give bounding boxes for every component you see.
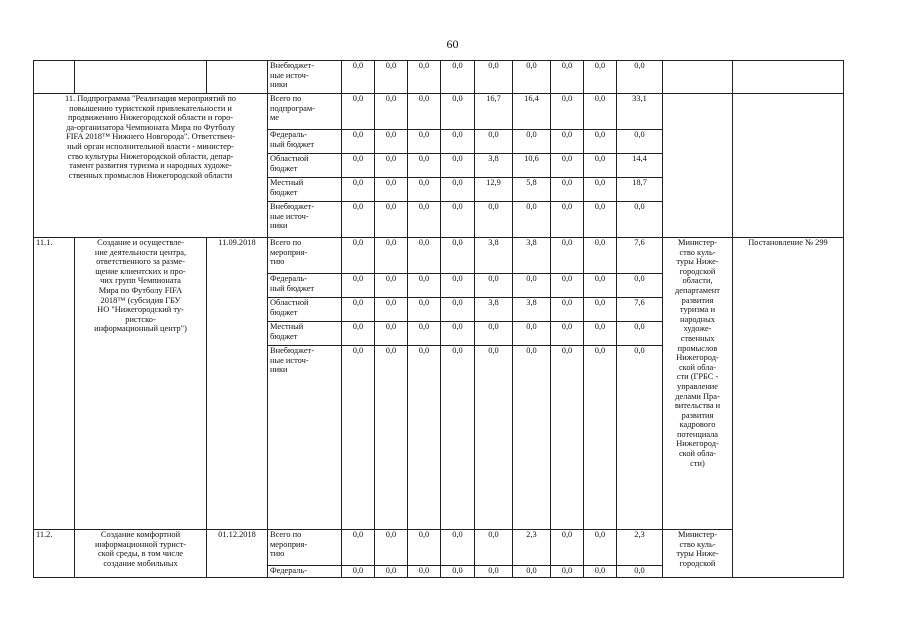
value-cell: 0,0 xyxy=(475,322,513,346)
funding-source: Федераль- ный бюджет xyxy=(268,274,342,298)
value-cell: 0,0 xyxy=(342,130,375,154)
empty-cell xyxy=(34,61,75,94)
value-cell: 0,0 xyxy=(342,238,375,274)
value-cell: 0,0 xyxy=(441,322,475,346)
value-cell: 0,0 xyxy=(375,130,408,154)
value-cell: 0,0 xyxy=(441,274,475,298)
value-cell: 0,0 xyxy=(617,346,663,530)
value-cell: 0,0 xyxy=(441,130,475,154)
item-executor: Министер- ство куль- туры Ниже- городской xyxy=(663,530,733,578)
value-cell: 7,6 xyxy=(617,298,663,322)
value-cell: 0,0 xyxy=(513,61,551,94)
value-cell: 0,0 xyxy=(375,298,408,322)
subprogram-title: 11. Подпрограмма "Реализация мероприятий по повышению туристской привлекательности и продвижению Нижегородской области и горо- да-организатора Чемпионата Мира по Футболу FIFA 2018™ Нижнего Новгорода". Ответствен- ный орган исполнительной власти - министер- ство культуры Нижегородской области, депар- тамент развития туризма и народных художе- ственных промыслов Нижегородской области xyxy=(34,94,268,238)
value-cell: 0,0 xyxy=(441,346,475,530)
value-cell: 0,0 xyxy=(441,94,475,130)
item-name: Создание комфортной информационной турист- ской среды, в том числе создание мобильных xyxy=(75,530,207,578)
value-cell: 0,0 xyxy=(551,566,584,578)
value-cell: 12,9 xyxy=(475,178,513,202)
value-cell: 0,0 xyxy=(475,566,513,578)
value-cell: 0,0 xyxy=(408,61,441,94)
value-cell: 0,0 xyxy=(475,202,513,238)
value-cell: 0,0 xyxy=(408,238,441,274)
page-number: 60 xyxy=(446,37,459,51)
value-cell: 0,0 xyxy=(375,154,408,178)
value-cell: 0,0 xyxy=(408,154,441,178)
value-cell: 0,0 xyxy=(375,530,408,566)
value-cell: 0,0 xyxy=(475,274,513,298)
value-cell: 0,0 xyxy=(617,202,663,238)
value-cell: 0,0 xyxy=(551,322,584,346)
value-cell: 0,0 xyxy=(441,202,475,238)
value-cell: 0,0 xyxy=(584,178,617,202)
funding-source: Областной бюджет xyxy=(268,154,342,178)
empty-cell xyxy=(663,94,733,238)
value-cell: 0,0 xyxy=(408,298,441,322)
value-cell: 0,0 xyxy=(475,61,513,94)
empty-cell xyxy=(733,61,844,94)
value-cell: 2,3 xyxy=(617,530,663,566)
value-cell: 0,0 xyxy=(375,322,408,346)
funding-source: Местный бюджет xyxy=(268,178,342,202)
value-cell: 0,0 xyxy=(617,274,663,298)
value-cell: 0,0 xyxy=(584,61,617,94)
funding-source: Внебюджет- ные источ- ники xyxy=(268,61,342,94)
empty-cell xyxy=(207,61,268,94)
value-cell: 0,0 xyxy=(408,566,441,578)
value-cell: 0,0 xyxy=(408,202,441,238)
value-cell: 7,6 xyxy=(617,238,663,274)
item-number: 11.1. xyxy=(34,238,75,530)
value-cell: 0,0 xyxy=(375,274,408,298)
value-cell: 0,0 xyxy=(551,346,584,530)
value-cell: 0,0 xyxy=(513,274,551,298)
value-cell: 3,8 xyxy=(513,298,551,322)
funding-source: Всего по мероприя- тию xyxy=(268,530,342,566)
value-cell: 0,0 xyxy=(513,346,551,530)
value-cell: 0,0 xyxy=(441,530,475,566)
funding-source: Всего по мероприя- тию xyxy=(268,238,342,274)
funding-source: Областной бюджет xyxy=(268,298,342,322)
value-cell: 0,0 xyxy=(342,322,375,346)
value-cell: 0,0 xyxy=(408,178,441,202)
value-cell: 0,0 xyxy=(584,130,617,154)
value-cell: 0,0 xyxy=(617,322,663,346)
value-cell: 0,0 xyxy=(551,298,584,322)
value-cell: 0,0 xyxy=(513,130,551,154)
value-cell: 16,4 xyxy=(513,94,551,130)
funding-source: Местный бюджет xyxy=(268,322,342,346)
table-row xyxy=(34,61,844,94)
value-cell: 0,0 xyxy=(441,566,475,578)
value-cell: 3,8 xyxy=(475,154,513,178)
table-row xyxy=(34,530,844,566)
item-date: 01.12.2018 xyxy=(207,530,268,578)
value-cell: 0,0 xyxy=(551,154,584,178)
empty-cell xyxy=(75,61,207,94)
value-cell: 33,1 xyxy=(617,94,663,130)
funding-source: Внебюджет- ные источ- ники xyxy=(268,346,342,530)
item-number: 11.2. xyxy=(34,530,75,578)
value-cell: 0,0 xyxy=(513,322,551,346)
value-cell: 0,0 xyxy=(551,238,584,274)
value-cell: 0,0 xyxy=(375,238,408,274)
item-name: Создание и осуществле- ние деятельности центра, ответственного за разме- щение клиентских и про- чих групп Чемпионата Мира по Футболу FIFA 2018™ (субсидия ГБУ НО "Нижегородский ту- ристско- информационный центр") xyxy=(75,238,207,530)
value-cell: 10,6 xyxy=(513,154,551,178)
value-cell: 0,0 xyxy=(342,298,375,322)
value-cell: 0,0 xyxy=(441,178,475,202)
value-cell: 0,0 xyxy=(441,298,475,322)
value-cell: 0,0 xyxy=(551,61,584,94)
value-cell: 0,0 xyxy=(584,566,617,578)
value-cell: 0,0 xyxy=(342,530,375,566)
value-cell: 0,0 xyxy=(475,530,513,566)
value-cell: 0,0 xyxy=(342,178,375,202)
value-cell: 0,0 xyxy=(551,178,584,202)
value-cell: 3,8 xyxy=(513,238,551,274)
value-cell: 2,3 xyxy=(513,530,551,566)
value-cell: 0,0 xyxy=(375,346,408,530)
item-date: 11.09.2018 xyxy=(207,238,268,530)
value-cell: 0,0 xyxy=(551,94,584,130)
value-cell: 0,0 xyxy=(441,238,475,274)
budget-table xyxy=(33,60,844,578)
value-cell: 0,0 xyxy=(584,202,617,238)
value-cell: 5,8 xyxy=(513,178,551,202)
value-cell: 0,0 xyxy=(551,130,584,154)
value-cell: 0,0 xyxy=(584,274,617,298)
value-cell: 0,0 xyxy=(475,346,513,530)
value-cell: 0,0 xyxy=(475,130,513,154)
funding-source: Федераль- ный бюджет xyxy=(268,130,342,154)
value-cell: 0,0 xyxy=(513,202,551,238)
value-cell: 0,0 xyxy=(375,178,408,202)
value-cell: 3,8 xyxy=(475,298,513,322)
empty-cell xyxy=(663,61,733,94)
value-cell: 0,0 xyxy=(408,530,441,566)
value-cell: 0,0 xyxy=(584,322,617,346)
table-row xyxy=(34,238,844,274)
value-cell: 0,0 xyxy=(551,202,584,238)
value-cell: 0,0 xyxy=(513,566,551,578)
value-cell: 0,0 xyxy=(342,202,375,238)
value-cell: 0,0 xyxy=(408,346,441,530)
value-cell: 0,0 xyxy=(342,566,375,578)
funding-source: Всего по подпрограм- ме xyxy=(268,94,342,130)
value-cell: 3,8 xyxy=(475,238,513,274)
table-row xyxy=(34,94,844,130)
value-cell: 0,0 xyxy=(584,154,617,178)
value-cell: 0,0 xyxy=(584,238,617,274)
value-cell: 0,0 xyxy=(375,94,408,130)
value-cell: 0,0 xyxy=(617,61,663,94)
value-cell: 0,0 xyxy=(584,530,617,566)
value-cell: 0,0 xyxy=(551,274,584,298)
value-cell: 0,0 xyxy=(342,61,375,94)
value-cell: 0,0 xyxy=(342,154,375,178)
value-cell: 0,0 xyxy=(584,346,617,530)
value-cell: 0,0 xyxy=(551,530,584,566)
funding-source: Федераль- xyxy=(268,566,342,578)
value-cell: 0,0 xyxy=(617,566,663,578)
value-cell: 0,0 xyxy=(342,94,375,130)
value-cell: 16,7 xyxy=(475,94,513,130)
value-cell: 0,0 xyxy=(375,202,408,238)
value-cell: 0,0 xyxy=(584,298,617,322)
value-cell: 0,0 xyxy=(408,274,441,298)
value-cell: 0,0 xyxy=(408,94,441,130)
item-document: Постановление № 299 xyxy=(733,238,844,578)
value-cell: 0,0 xyxy=(441,154,475,178)
value-cell: 0,0 xyxy=(441,61,475,94)
value-cell: 0,0 xyxy=(342,346,375,530)
empty-cell xyxy=(733,94,844,238)
item-executor: Министер- ство куль- туры Ниже- городской области, департамент развития туризма и народных художе- ственных промыслов Нижегород- ской обла- сти (ГРБС - управление делами Пра- вительства и развития кадрового потенциала Нижегород- ской обла- сти) xyxy=(663,238,733,530)
value-cell: 0,0 xyxy=(375,566,408,578)
value-cell: 18,7 xyxy=(617,178,663,202)
funding-source: Внебюджет- ные источ- ники xyxy=(268,202,342,238)
value-cell: 0,0 xyxy=(408,322,441,346)
value-cell: 0,0 xyxy=(617,130,663,154)
value-cell: 14,4 xyxy=(617,154,663,178)
value-cell: 0,0 xyxy=(342,274,375,298)
value-cell: 0,0 xyxy=(408,130,441,154)
value-cell: 0,0 xyxy=(584,94,617,130)
value-cell: 0,0 xyxy=(375,61,408,94)
